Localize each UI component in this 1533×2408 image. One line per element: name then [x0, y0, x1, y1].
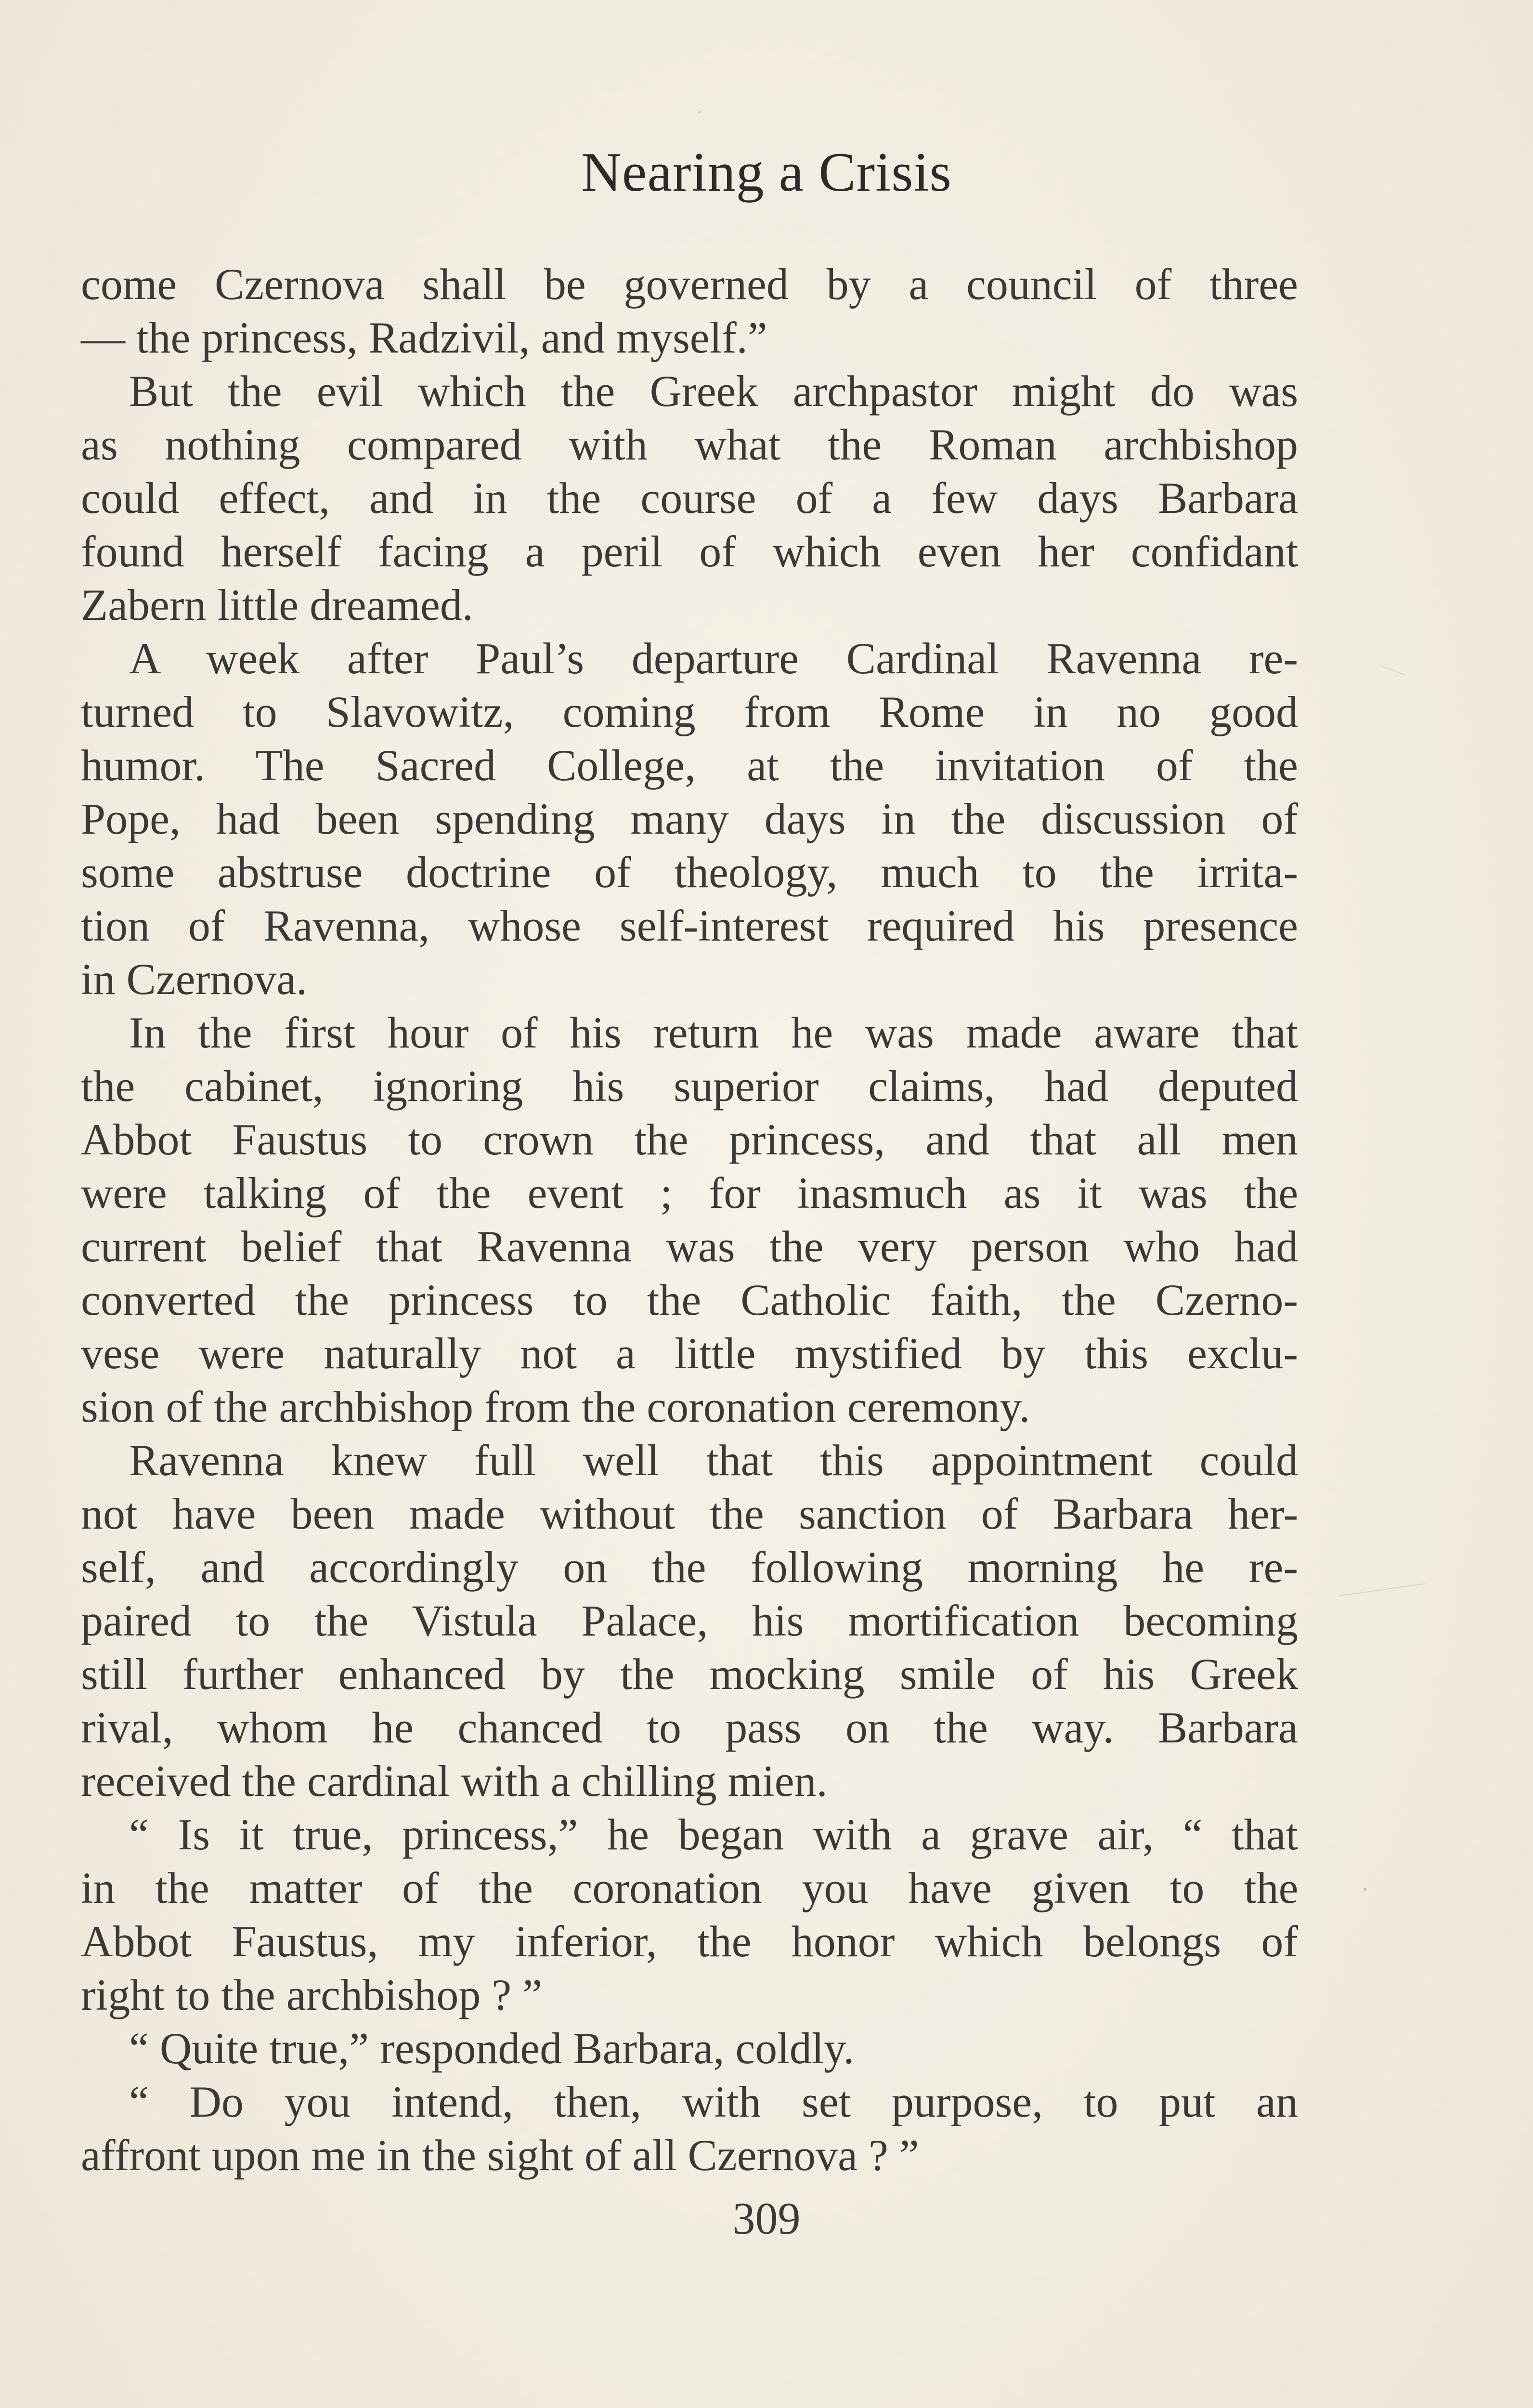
text-line: Abbot Faustus, my inferior, the honor which belongs of: [81, 1917, 1298, 1966]
text-line: not have been made without the sanction of Barbara her-: [81, 1489, 1299, 1538]
running-head: Nearing a Crisis: [581, 142, 952, 203]
text-line: self, and accordingly on the following morning he re-: [81, 1543, 1298, 1592]
text-line: paired to the Vistula Palace, his mortification becoming: [81, 1596, 1298, 1645]
text-line: converted the princess to the Catholic faith, the Czerno-: [81, 1275, 1298, 1324]
text-line: “ Is it true, princess,” he began with a grave air, “ that: [129, 1810, 1299, 1859]
text-line: “ Do you intend, then, with set purpose, to put an: [129, 2077, 1298, 2126]
text-line: still further enhanced by the mocking smile of his Greek: [81, 1649, 1299, 1699]
text-line: A week after Paul’s departure Cardinal Ravenna re-: [129, 634, 1298, 683]
text-line: were talking of the event ; for inasmuch as it was the: [81, 1168, 1299, 1217]
text-line: some abstruse doctrine of theology, much to the irrita-: [81, 848, 1298, 897]
paper-speck: [698, 111, 701, 114]
text-line: in the matter of the coronation you have given to the: [81, 1863, 1299, 1912]
text-line: right to the archbishop ? ”: [81, 1970, 543, 2019]
text-line: tion of Ravenna, whose self-interest required his presence: [81, 901, 1298, 950]
text-line: But the evil which the Greek archpastor might do was: [129, 366, 1299, 416]
text-line: come Czernova shall be governed by a council of three: [81, 260, 1298, 309]
body-text: [81, 258, 1298, 2182]
paper-speck: [1364, 1888, 1366, 1891]
text-line: found herself facing a peril of which even her confidant: [81, 527, 1299, 576]
text-line: the cabinet, ignoring his superior claims, had deputed: [81, 1061, 1298, 1111]
text-line: In the first hour of his return he was made aware that: [129, 1008, 1299, 1057]
text-line: Pope, had been spending many days in the discussion of: [81, 794, 1298, 843]
paper-scratch: [1339, 1583, 1425, 1596]
text-line: Ravenna knew full well that this appointment could: [129, 1436, 1298, 1485]
text-line: humor. The Sacred College, at the invitation of the: [81, 741, 1298, 790]
text-line: rival, whom he chanced to pass on the way. Barbara: [81, 1703, 1298, 1752]
text-line: vese were naturally not a little mystified by this exclu-: [81, 1329, 1298, 1378]
text-line: — the princess, Radzivil, and myself.”: [81, 313, 767, 362]
text-line: affront upon me in the sight of all Czernova ? ”: [81, 2131, 919, 2180]
text-line: current belief that Ravenna was the very person who had: [81, 1222, 1299, 1271]
page-number: 309: [732, 2194, 801, 2244]
text-line: Abbot Faustus to crown the princess, and that all men: [81, 1115, 1298, 1164]
text-line: “ Quite true,” responded Barbara, coldly.: [129, 2024, 855, 2073]
text-line: Zabern little dreamed.: [81, 580, 473, 629]
text-line: as nothing compared with what the Roman archbishop: [81, 420, 1298, 469]
text-line: in Czernova.: [81, 955, 308, 1004]
text-line: sion of the archbishop from the coronation ceremony.: [81, 1382, 1030, 1431]
text-line: could effect, and in the course of a few days Barbara: [81, 473, 1299, 523]
text-line: turned to Slavowitz, coming from Rome in no good: [81, 687, 1298, 736]
paper-scratch: [1377, 665, 1405, 675]
text-line: received the cardinal with a chilling mien.: [81, 1756, 828, 1806]
